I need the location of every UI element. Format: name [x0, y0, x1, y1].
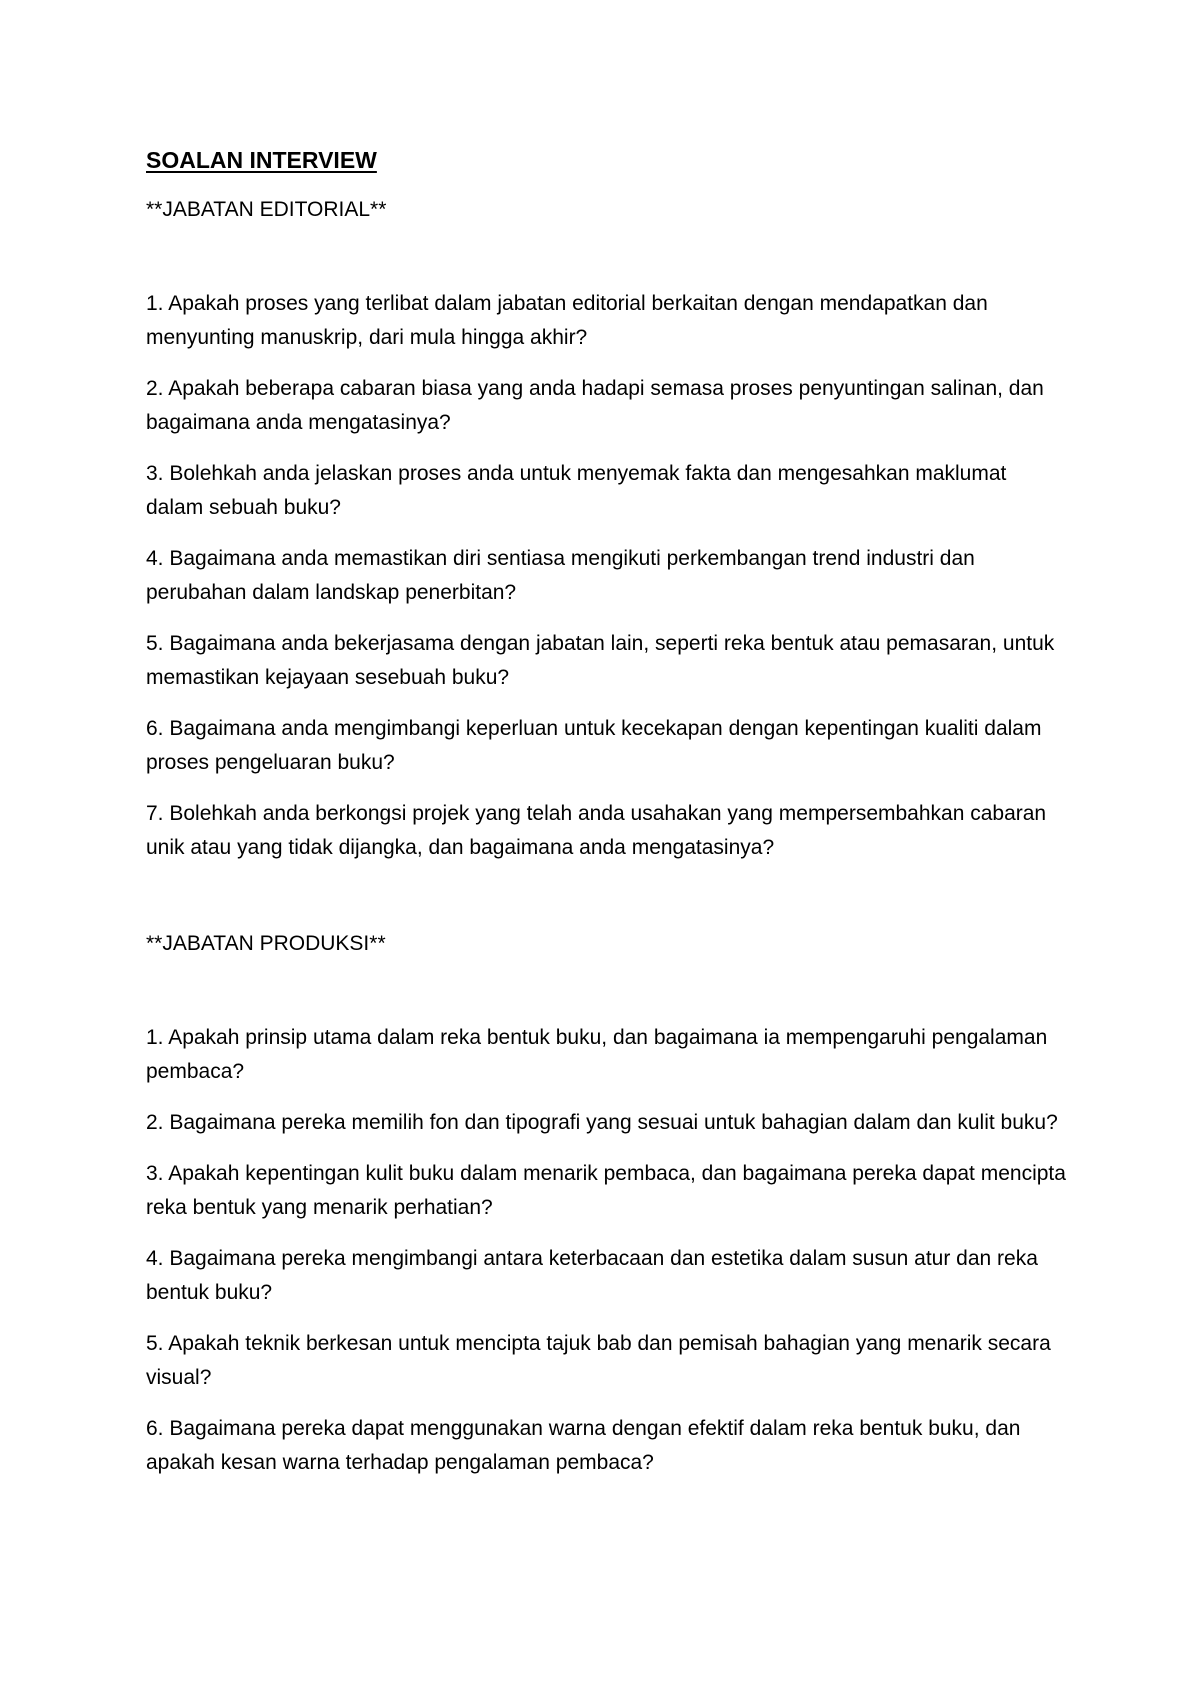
section-produksi: [146, 929, 1066, 1480]
question-item: 1. Apakah prinsip utama dalam reka bentuk buku, dan bagaimana ia mempengaruhi pengalaman pembaca?: [146, 1026, 1048, 1083]
question-item: 7. Bolehkah anda berkongsi projek yang telah anda usahakan yang mempersembahkan cabaran unik atau yang tidak dijangka, dan bagaimana anda mengatasinya?: [146, 802, 1047, 859]
question-item: 2. Bagaimana pereka memilih fon dan tipografi yang sesuai untuk bahagian dalam dan kulit buku?: [146, 1111, 1058, 1134]
question-item: 1. Apakah proses yang terlibat dalam jabatan editorial berkaitan dengan mendapatkan dan menyunting manuskrip, dari mula hingga akhir?: [146, 292, 988, 349]
question-item: 5. Apakah teknik berkesan untuk mencipta tajuk bab dan pemisah bahagian yang menarik secara visual?: [146, 1332, 1051, 1389]
question-item: 6. Bagaimana anda mengimbangi keperluan untuk kecekapan dengan kepentingan kualiti dalam proses pengeluaran buku?: [146, 717, 1042, 774]
document-title: SOALAN INTERVIEW: [146, 147, 377, 173]
question-item: 4. Bagaimana anda memastikan diri sentiasa mengikuti perkembangan trend industri dan perubahan dalam landskap penerbitan?: [146, 547, 975, 604]
question-item: 3. Bolehkah anda jelaskan proses anda untuk menyemak fakta dan mengesahkan maklumat dalam sebuah buku?: [146, 462, 1007, 519]
section-heading-editorial: **JABATAN EDITORIAL**: [146, 198, 387, 221]
question-item: 4. Bagaimana pereka mengimbangi antara keterbacaan dan estetika dalam susun atur dan reka bentuk buku?: [146, 1247, 1038, 1304]
document-body: [146, 145, 1066, 1497]
question-item: 2. Apakah beberapa cabaran biasa yang anda hadapi semasa proses penyuntingan salinan, dan bagaimana anda mengatasinya?: [146, 377, 1044, 434]
section-heading-produksi: **JABATAN PRODUKSI**: [146, 932, 386, 955]
question-item: 6. Bagaimana pereka dapat menggunakan warna dengan efektif dalam reka bentuk buku, dan apakah kesan warna terhadap pengalaman pembaca?: [146, 1417, 1021, 1474]
section-editorial: [146, 195, 1066, 865]
question-item: 3. Apakah kepentingan kulit buku dalam menarik pembaca, dan bagaimana pereka dapat mencipta reka bentuk yang menarik perhatian?: [146, 1162, 1066, 1219]
question-item: 5. Bagaimana anda bekerjasama dengan jabatan lain, seperti reka bentuk atau pemasaran, untuk memastikan kejayaan sesebuah buku?: [146, 632, 1055, 689]
